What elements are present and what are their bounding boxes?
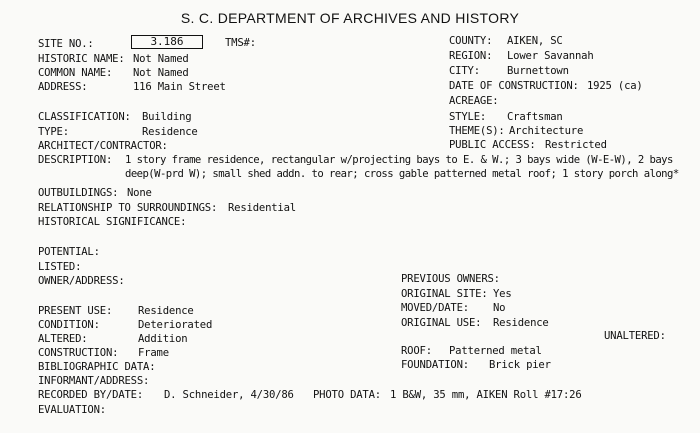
original-site-label: ORIGINAL SITE: [401, 288, 488, 300]
date-of-construction-label: DATE OF CONSTRUCTION: [449, 80, 579, 92]
present-use-value: Residence [138, 305, 194, 317]
date-of-construction-value: 1925 (ca) [587, 80, 643, 92]
recorded-by-value: D. Schneider, 4/30/86 [164, 389, 294, 401]
altered-label: ALTERED: [38, 333, 88, 345]
address-label: ADDRESS: [38, 81, 88, 93]
previous-owners-label: PREVIOUS OWNERS: [401, 273, 500, 285]
foundation-label: FOUNDATION: [401, 359, 469, 371]
original-use-label: ORIGINAL USE: [401, 317, 482, 329]
original-site-value: Yes [493, 288, 512, 300]
moved-date-value: No [493, 302, 506, 314]
city-label: CITY: [449, 65, 480, 77]
recorded-by-label: RECORDED BY/DATE: [38, 389, 144, 401]
address-value: 116 Main Street [133, 81, 226, 93]
photo-data-value: 1 B&W, 35 mm, AIKEN Roll #17:26 [390, 389, 582, 401]
present-use-label: PRESENT USE: [38, 305, 113, 317]
construction-label: CONSTRUCTION: [38, 347, 119, 359]
description-label: DESCRIPTION: [38, 154, 113, 166]
bibliographic-data-label: BIBLIOGRAPHIC DATA: [38, 361, 156, 373]
description-line-1: 1 story frame residence, rectangular w/projecting bays to E. & W.; 3 bays wide (W-E-W), 2 bays [125, 154, 673, 166]
themes-label: THEME(S): [449, 125, 505, 137]
historic-name-label: HISTORIC NAME: [38, 53, 125, 65]
evaluation-label: EVALUATION: [38, 404, 106, 416]
original-use-value: Residence [493, 317, 549, 329]
public-access-label: PUBLIC ACCESS: [449, 139, 536, 151]
informant-address-label: INFORMANT/ADDRESS: [38, 375, 150, 387]
photo-data-label: PHOTO DATA: [313, 389, 381, 401]
card-title: S. C. DEPARTMENT OF ARCHIVES AND HISTORY [180, 10, 520, 26]
foundation-value: Brick pier [489, 359, 551, 371]
condition-label: CONDITION: [38, 319, 100, 331]
condition-value: Deteriorated [138, 319, 213, 331]
common-name-value: Not Named [133, 67, 189, 79]
outbuildings-label: OUTBUILDINGS: [38, 187, 119, 199]
architect-label: ARCHITECT/CONTRACTOR: [38, 140, 168, 152]
type-value: Residence [142, 126, 198, 138]
style-value: Craftsman [507, 111, 563, 123]
historic-name-value: Not Named [133, 53, 189, 65]
tms-label: TMS#: [225, 37, 256, 49]
classification-label: CLASSIFICATION: [38, 111, 131, 123]
roof-label: ROOF: [401, 345, 432, 357]
acreage-label: ACREAGE: [449, 95, 499, 107]
county-value: AIKEN, SC [507, 35, 563, 47]
potential-label: POTENTIAL: [38, 246, 100, 258]
type-label: TYPE: [38, 126, 69, 138]
common-name-label: COMMON NAME: [38, 67, 113, 79]
relationship-value: Residential [228, 202, 296, 214]
region-label: REGION: [449, 50, 493, 62]
county-label: COUNTY: [449, 35, 493, 47]
construction-value: Frame [138, 347, 169, 359]
site-no-value: 3.186 [150, 35, 184, 48]
altered-value: Addition [138, 333, 188, 345]
site-no-label: SITE NO.: [38, 38, 94, 50]
themes-value: Architecture [509, 125, 584, 137]
city-value: Burnettown [507, 65, 569, 77]
unaltered-label: UNALTERED: [604, 330, 666, 342]
description-line-2: deep(W-prd W); small shed addn. to rear; cross gable patterned metal roof; 1 story porch along* [125, 168, 679, 180]
roof-value: Patterned metal [449, 345, 542, 357]
public-access-value: Restricted [545, 139, 607, 151]
region-value: Lower Savannah [507, 50, 594, 62]
style-label: STYLE: [449, 111, 487, 123]
relationship-label: RELATIONSHIP TO SURROUNDINGS: [38, 202, 218, 214]
classification-value: Building [142, 111, 192, 123]
listed-label: LISTED: [38, 261, 82, 273]
owner-address-label: OWNER/ADDRESS: [38, 275, 125, 287]
historical-significance-label: HISTORICAL SIGNIFICANCE: [38, 216, 187, 228]
outbuildings-value: None [127, 187, 152, 199]
moved-date-label: MOVED/DATE: [401, 302, 469, 314]
